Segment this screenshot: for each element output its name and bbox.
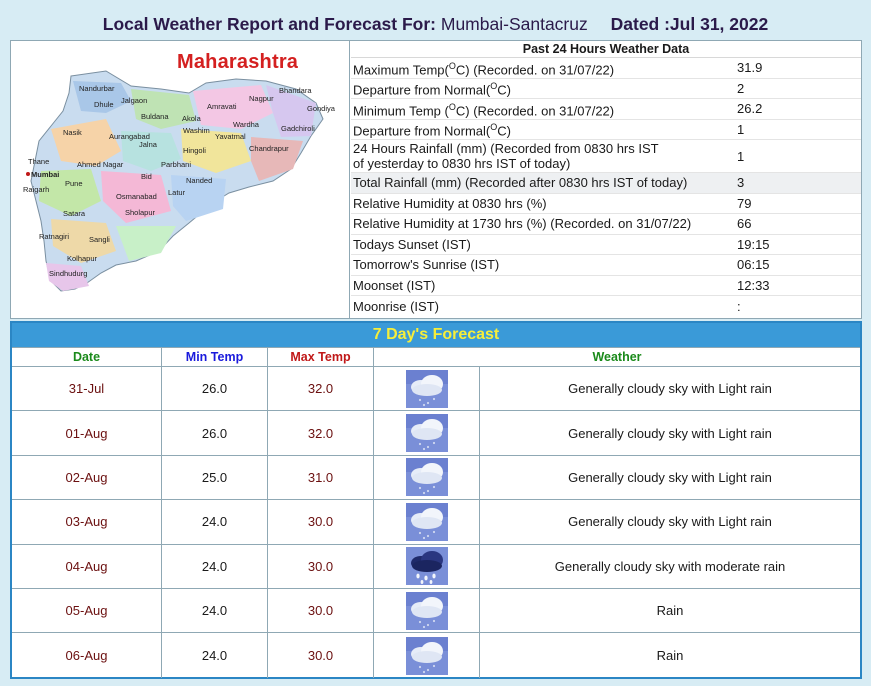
district-label: Pune — [65, 179, 83, 188]
district-label: Jalna — [139, 140, 157, 149]
forecast-row — [12, 367, 860, 411]
forecast-row — [12, 456, 860, 500]
district-label: Ratnagiri — [39, 232, 70, 241]
forecast-max-temp: 32.0 — [268, 411, 374, 454]
past-value: 19:15 — [737, 236, 770, 252]
forecast-max-temp: 30.0 — [268, 500, 374, 543]
top-section — [10, 40, 862, 319]
district-label: Nasik — [63, 128, 82, 137]
district-label: Washim — [183, 126, 210, 135]
past-row: Relative Humidity at 0830 hrs (%) 79 — [351, 194, 861, 215]
past-value: 1 — [737, 148, 745, 164]
district-label: Aurangabad — [109, 132, 150, 141]
district-label: Parbhani — [161, 160, 192, 169]
report-title: Local Weather Report and Forecast For: — [102, 14, 436, 34]
report-date: Dated :Jul 31, 2022 — [610, 14, 769, 34]
past-value: 3 — [737, 175, 745, 191]
col-date-header: Date — [12, 348, 162, 366]
forecast-min-temp: 24.0 — [162, 589, 268, 632]
col-min-header: Min Temp — [162, 348, 268, 366]
forecast-row — [12, 545, 860, 589]
forecast-weather-desc: Generally cloudy sky with Light rain — [568, 469, 772, 485]
district-label: Satara — [63, 209, 86, 218]
forecast-weather-desc: Generally cloudy sky with Light rain — [568, 514, 772, 530]
past-row: Departure from Normal($^O$C) 2 — [351, 79, 861, 100]
forecast-row — [12, 500, 860, 544]
district-label: Amravati — [207, 102, 237, 111]
rain-icon — [374, 633, 480, 677]
district-label: Raigarh — [23, 185, 50, 194]
light-rain-icon — [374, 456, 480, 499]
district-label: Gondiya — [307, 104, 335, 113]
district-label: Nandurbar — [79, 84, 115, 93]
col-max-header: Max Temp — [268, 348, 374, 366]
light-rain-icon — [374, 411, 480, 454]
forecast-date: 03-Aug — [12, 500, 162, 543]
forecast-date: 31-Jul — [12, 367, 162, 410]
district-label: Chandrapur — [249, 144, 289, 153]
forecast-row — [12, 411, 860, 455]
district-label: Osmanabad — [116, 192, 157, 201]
district-label: Bhandara — [279, 86, 312, 95]
forecast-max-temp: 30.0 — [268, 633, 374, 677]
district-label: Nagpur — [249, 94, 274, 103]
forecast-title: 7 Day's Forecast — [12, 323, 860, 347]
district-label: Bid — [141, 172, 152, 181]
past-row: Maximum Temp($^O$C) (Recorded. on 31/07/22) 31.9 — [351, 58, 861, 79]
forecast-max-temp: 31.0 — [268, 456, 374, 499]
past-value: 2 — [737, 80, 745, 96]
forecast-weather-desc: Generally cloudy sky with Light rain — [568, 381, 772, 397]
mumbai-marker-icon — [26, 172, 30, 176]
forecast-weather-desc: Generally cloudy sky with moderate rain — [554, 558, 786, 574]
district-label: Ahmed Nagar — [77, 160, 124, 169]
past-value: 66 — [737, 216, 752, 232]
forecast-section — [10, 321, 862, 679]
forecast-max-temp: 32.0 — [268, 367, 374, 410]
district-label: Buldana — [141, 112, 169, 121]
district-label: Wardha — [233, 120, 259, 129]
past-row: Total Rainfall (mm) (Recorded after 0830 hrs IST of today) 3 — [351, 173, 861, 194]
district-label: Gadchiroli — [281, 124, 315, 133]
forecast-min-temp: 24.0 — [162, 545, 268, 588]
forecast-row — [12, 633, 860, 677]
past-24h-title: Past 24 Hours Weather Data — [351, 41, 861, 58]
forecast-max-temp: 30.0 — [268, 589, 374, 632]
col-weather-header: Weather — [592, 350, 642, 364]
forecast-date: 01-Aug — [12, 411, 162, 454]
forecast-rows — [12, 367, 860, 678]
forecast-min-temp: 26.0 — [162, 367, 268, 410]
forecast-max-temp: 30.0 — [268, 545, 374, 588]
past-row: Moonrise (IST) : — [353, 298, 741, 314]
maharashtra-map-icon — [11, 41, 350, 318]
district-label: Thane — [28, 157, 50, 166]
page-header — [0, 14, 871, 42]
forecast-date: 05-Aug — [12, 589, 162, 632]
past-row: Tomorrow's Sunrise (IST) 06:15 — [351, 255, 861, 276]
past-row: Relative Humidity at 1730 hrs (%) (Recorded. on 31/07/22) 66 — [351, 214, 861, 235]
district-label: Sindhudurg — [49, 269, 88, 278]
past-value: 26.2 — [737, 101, 763, 117]
district-label: Dhule — [94, 100, 114, 109]
past-value: 12:33 — [737, 277, 770, 293]
district-label: Nanded — [186, 176, 213, 185]
moderate-rain-icon — [374, 545, 480, 588]
past-24h-panel — [351, 41, 861, 318]
forecast-min-temp: 24.0 — [162, 500, 268, 543]
district-label: Sholapur — [125, 208, 156, 217]
past-row: Todays Sunset (IST) 19:15 — [351, 235, 861, 256]
district-label: Akola — [182, 114, 201, 123]
past-value: 06:15 — [737, 257, 770, 273]
past-row: Moonset (IST) 12:33 — [351, 276, 861, 297]
forecast-date: 02-Aug — [12, 456, 162, 499]
forecast-row — [12, 589, 860, 633]
forecast-min-temp: 25.0 — [162, 456, 268, 499]
past-value: 31.9 — [737, 60, 763, 76]
forecast-date: 06-Aug — [12, 633, 162, 677]
district-label: Yavatmal — [215, 132, 246, 141]
forecast-weather-desc: Rain — [656, 648, 684, 664]
district-label: Mumbai — [31, 170, 60, 179]
light-rain-icon — [374, 500, 480, 543]
forecast-header-row — [12, 347, 860, 367]
light-rain-icon — [374, 367, 480, 410]
state-title: Maharashtra — [177, 51, 299, 73]
rain-icon — [374, 589, 480, 632]
district-label: Jalgaon — [121, 96, 148, 105]
past-row: Minimum Temp ($^O$C) (Recorded. on 31/07/22) 26.2 — [351, 99, 861, 120]
district-label: Sangli — [89, 235, 110, 244]
forecast-date: 04-Aug — [12, 545, 162, 588]
past-row: Departure from Normal($^O$C) 1 — [351, 120, 861, 141]
district-label: Kolhapur — [67, 254, 98, 263]
past-value: 1 — [737, 121, 745, 137]
district-label: Hingoli — [183, 146, 206, 155]
district-label: Latur — [168, 188, 186, 197]
past-value: : — [737, 298, 741, 314]
forecast-weather-desc: Rain — [656, 603, 684, 619]
state-map — [11, 41, 350, 318]
forecast-weather-desc: Generally cloudy sky with Light rain — [568, 425, 772, 441]
city-name: Mumbai-Santacruz — [440, 14, 588, 34]
past-row: 24 Hours Rainfall (mm) (Recorded from 0830 hrs IST of yesterday to 0830 hrs IST of today) 1 — [351, 140, 861, 173]
forecast-min-temp: 26.0 — [162, 411, 268, 454]
past-value: 79 — [737, 195, 752, 211]
forecast-min-temp: 24.0 — [162, 633, 268, 677]
